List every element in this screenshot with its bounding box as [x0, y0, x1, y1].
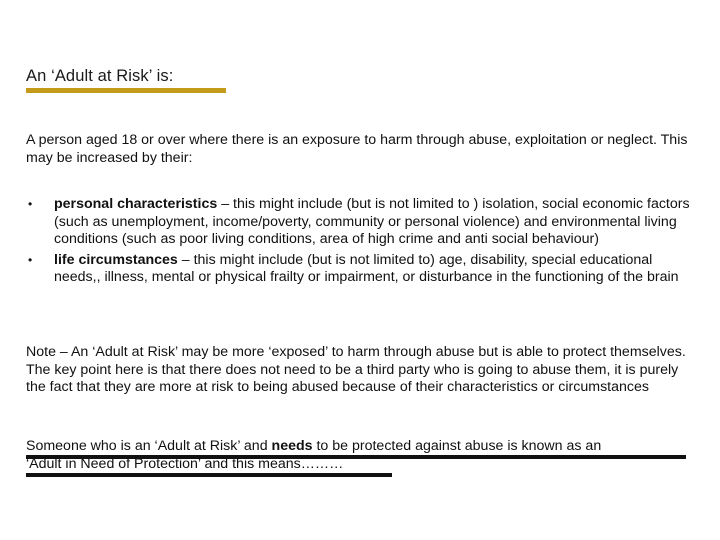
- bullet-item-life-circumstances: [26, 252, 694, 287]
- intro-paragraph: A person aged 18 or over where there is an exposure to harm through abuse, exploitation or neglect. This may be increased by their:: [26, 132, 688, 166]
- bullet-term: personal characteristics: [54, 196, 218, 212]
- bullet-icon: •: [28, 252, 33, 267]
- final-line-1: [26, 438, 694, 456]
- final-text-before: Someone who is an ‘Adult at Risk’ and: [26, 438, 272, 454]
- page-title: An ‘Adult at Risk’ is:: [26, 67, 174, 85]
- bullet-list: [26, 196, 694, 290]
- bullet-item-personal-characteristics: [26, 196, 694, 249]
- note-paragraph: Note – An ‘Adult at Risk’ may be more ‘exposed’ to harm through abuse but is able to protect themselves. The key point here is that there does not need to be a third party who is going to abuse them, it is purely the fact that they are more at risk to being abused because of their characteristics or circumstances: [26, 344, 686, 395]
- final-statement: [26, 438, 694, 473]
- bullet-icon: •: [28, 197, 33, 211]
- final-line-2: [26, 456, 694, 474]
- title-underline: [26, 88, 226, 93]
- bullet-text: – this might include (but is not limited to ) isolation, social economic factors (such as unemployment, income/poverty, community or personal violence) and environmental living conditions (such as poor living conditions, area of high crime and anti social behaviour): [54, 196, 690, 247]
- bullet-text: – this might include (but is not limited to) age, disability, special educational needs,, illness, mental or physical frailty or impairment, or disturbance in the functioning of the brain: [54, 251, 679, 285]
- heading-block: [26, 66, 226, 93]
- final-underline-2: [26, 473, 392, 477]
- final-text-line-2: ‘Adult in Need of Protection’ and this means………: [26, 455, 344, 472]
- final-emphasis: needs: [271, 438, 313, 454]
- bullet-term: life circumstances: [54, 251, 178, 268]
- final-text-after: to be protected against abuse is known as an: [312, 438, 602, 454]
